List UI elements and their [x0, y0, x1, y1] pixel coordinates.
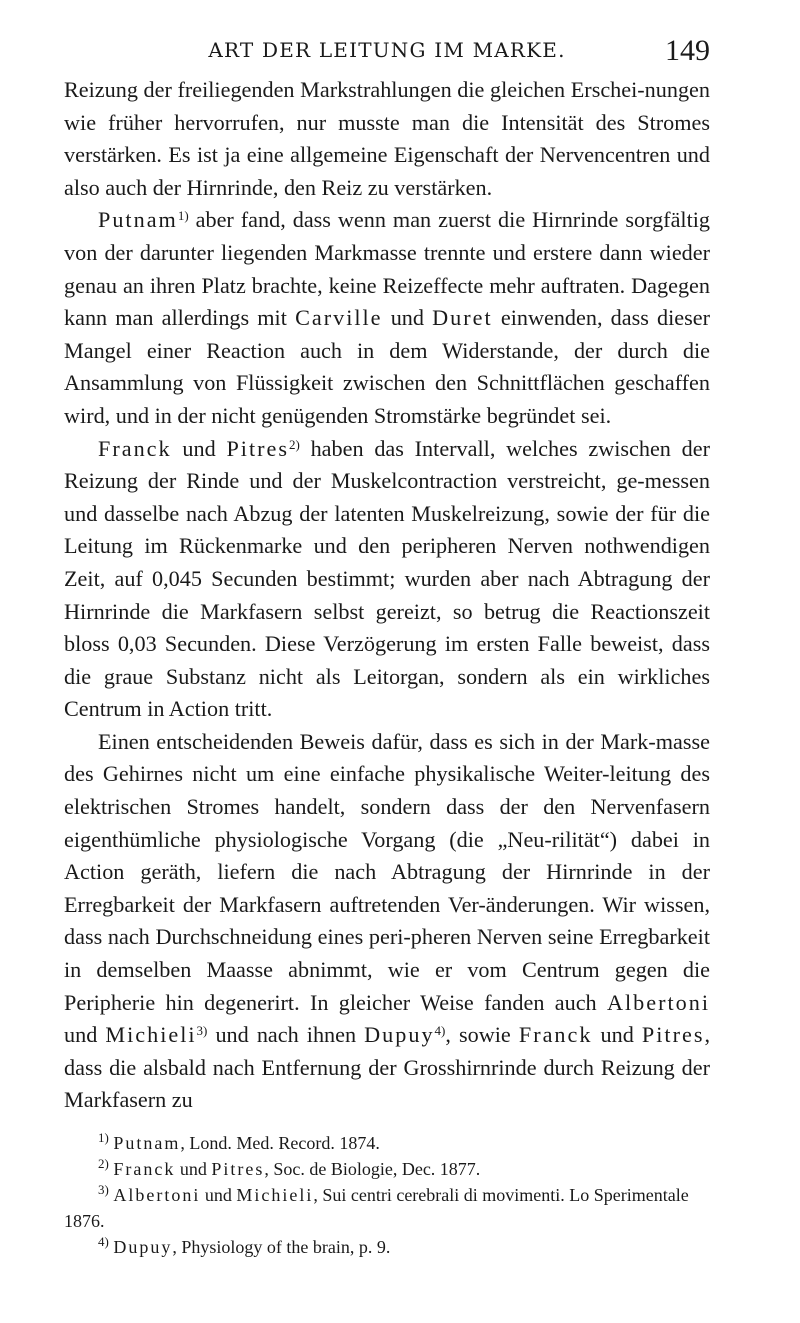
- paragraph: [64, 726, 710, 1117]
- author-name: Dupuy: [364, 1022, 435, 1048]
- footnote: [64, 1130, 710, 1156]
- author-name: Michieli: [105, 1022, 197, 1048]
- text-run: und nach ihnen: [207, 1022, 365, 1048]
- text-run: Reizung der freiliegenden Markstrahlungen die gleichen Erschei-nungen wie früher hervorrufen, nur musste man die Intensität des Stromes verstärken. Es ist ja eine allgemeine Eigenschaft der Nervencentren und also auch der Hirnrinde, den Reiz zu verstärken.: [64, 77, 710, 200]
- text-run: Einen entscheidenden Beweis dafür, dass es sich in der Mark-masse des Gehirnes nicht um eine einfache physikalische Weiter-leitung des elektrischen Stromes handelt, sondern dass der den Nervenfasern eigenthümliche physiologische Vorgang (die „Neu-rilität“) dabei in Action geräth, liefern die nach Abtragung der Hirnrinde in der Erregbarkeit der Markfasern auftretenden Ver-änderungen. Wir wissen, dass nach Durchschneidung eines peri-pheren Nerven seine Erregbarkeit in demselben Maasse abnimmt, wie er vom Centrum gegen die Peripherie hin degenerirt. In gleicher Weise fanden auch: [64, 728, 710, 1015]
- author-name: Pitres: [641, 1022, 705, 1048]
- text-run: , sowie: [445, 1022, 519, 1048]
- author-name: Franck: [98, 435, 172, 461]
- author-name: Putnam: [113, 1133, 181, 1153]
- text-run: , Sui centri cerebrali di movimenti. Lo Sperimentale 1876.: [64, 1185, 689, 1231]
- text-run: und: [64, 1022, 106, 1048]
- text-run: und: [175, 1159, 212, 1179]
- text-run: und: [382, 305, 433, 331]
- text-run: , Lond. Med. Record. 1874.: [180, 1133, 380, 1153]
- author-name: Putnam: [98, 207, 178, 233]
- footnote-marker: 3): [98, 1182, 109, 1197]
- page-header: [64, 34, 710, 74]
- footnote: [64, 1182, 710, 1234]
- author-name: Pitres: [211, 1159, 265, 1179]
- text-run: und: [592, 1022, 642, 1048]
- footnotes: [64, 1130, 710, 1260]
- paragraph: [64, 433, 710, 726]
- author-name: Albertoni: [113, 1185, 201, 1205]
- text-run: , Physiology of the brain, p. 9.: [172, 1237, 391, 1257]
- footnote-marker: 2): [98, 1156, 109, 1171]
- text-run: aber fand, dass wenn man zuerst die Hirnrinde sorgfältig von der darunter liegenden Markmasse trennte und erstere dann wieder genau an ihren Platz brachte, keine Reizeffecte mehr auftraten. Dagegen kann man allerdings mit: [64, 207, 710, 331]
- paragraph: [64, 204, 710, 432]
- text-run: und: [171, 435, 227, 461]
- footnote-marker: 3): [196, 1023, 208, 1039]
- text-run: einwenden, dass dieser Mangel einer Reaction auch in dem Widerstande, der durch die Ansammlung von Flüssigkeit zwischen den Schnittflächen geschaffen wird, und in der nicht genügenden Stromstärke begründet sei.: [64, 305, 711, 428]
- page-number: 149: [665, 34, 710, 67]
- footnote-marker: 4): [434, 1023, 446, 1039]
- author-name: Pitres: [226, 435, 289, 461]
- footnote-marker: 1): [98, 1130, 109, 1145]
- author-name: Franck: [518, 1022, 593, 1048]
- footnote-marker: 1): [177, 208, 189, 224]
- footnote: [64, 1234, 710, 1260]
- footnote-marker: 2): [288, 436, 300, 452]
- author-name: Carville: [295, 305, 383, 331]
- text-run: , dass die alsbald nach Entfernung der Grosshirnrinde durch Reizung der Markfasern zu: [64, 1022, 711, 1113]
- author-name: Albertoni: [606, 989, 710, 1015]
- paragraph: [64, 74, 710, 204]
- footnote-marker: 4): [98, 1234, 109, 1249]
- author-name: Franck: [113, 1159, 176, 1179]
- author-name: Duret: [432, 305, 493, 331]
- text-run: und: [200, 1185, 237, 1205]
- running-title: ART DER LEITUNG IM MARKE.: [208, 38, 566, 62]
- text-run: haben das Intervall, welches zwischen der Reizung der Rinde und der Muskelcontraction verstreicht, ge-messen und dasselbe nach Abzug der latenten Muskelreizung, sowie der für die Leitung im Rückenmarke und den peripheren Nerven nothwendigen Zeit, auf 0,045 Secunden bestimmt; wurden aber nach Abtragung der Hirnrinde die Markfasern selbst gereizt, so betrug die Reactionszeit bloss 0,03 Secunden. Diese Verzögerung im ersten Falle beweist, dass die graue Substanz nicht als Leitorgan, sondern als ein wirkliches Centrum in Action tritt.: [64, 435, 710, 722]
- footnote: [64, 1156, 710, 1182]
- author-name: Michieli: [236, 1185, 314, 1205]
- text-run: , Soc. de Biologie, Dec. 1877.: [264, 1159, 481, 1179]
- body-text: [64, 74, 710, 1117]
- author-name: Dupuy: [113, 1237, 173, 1257]
